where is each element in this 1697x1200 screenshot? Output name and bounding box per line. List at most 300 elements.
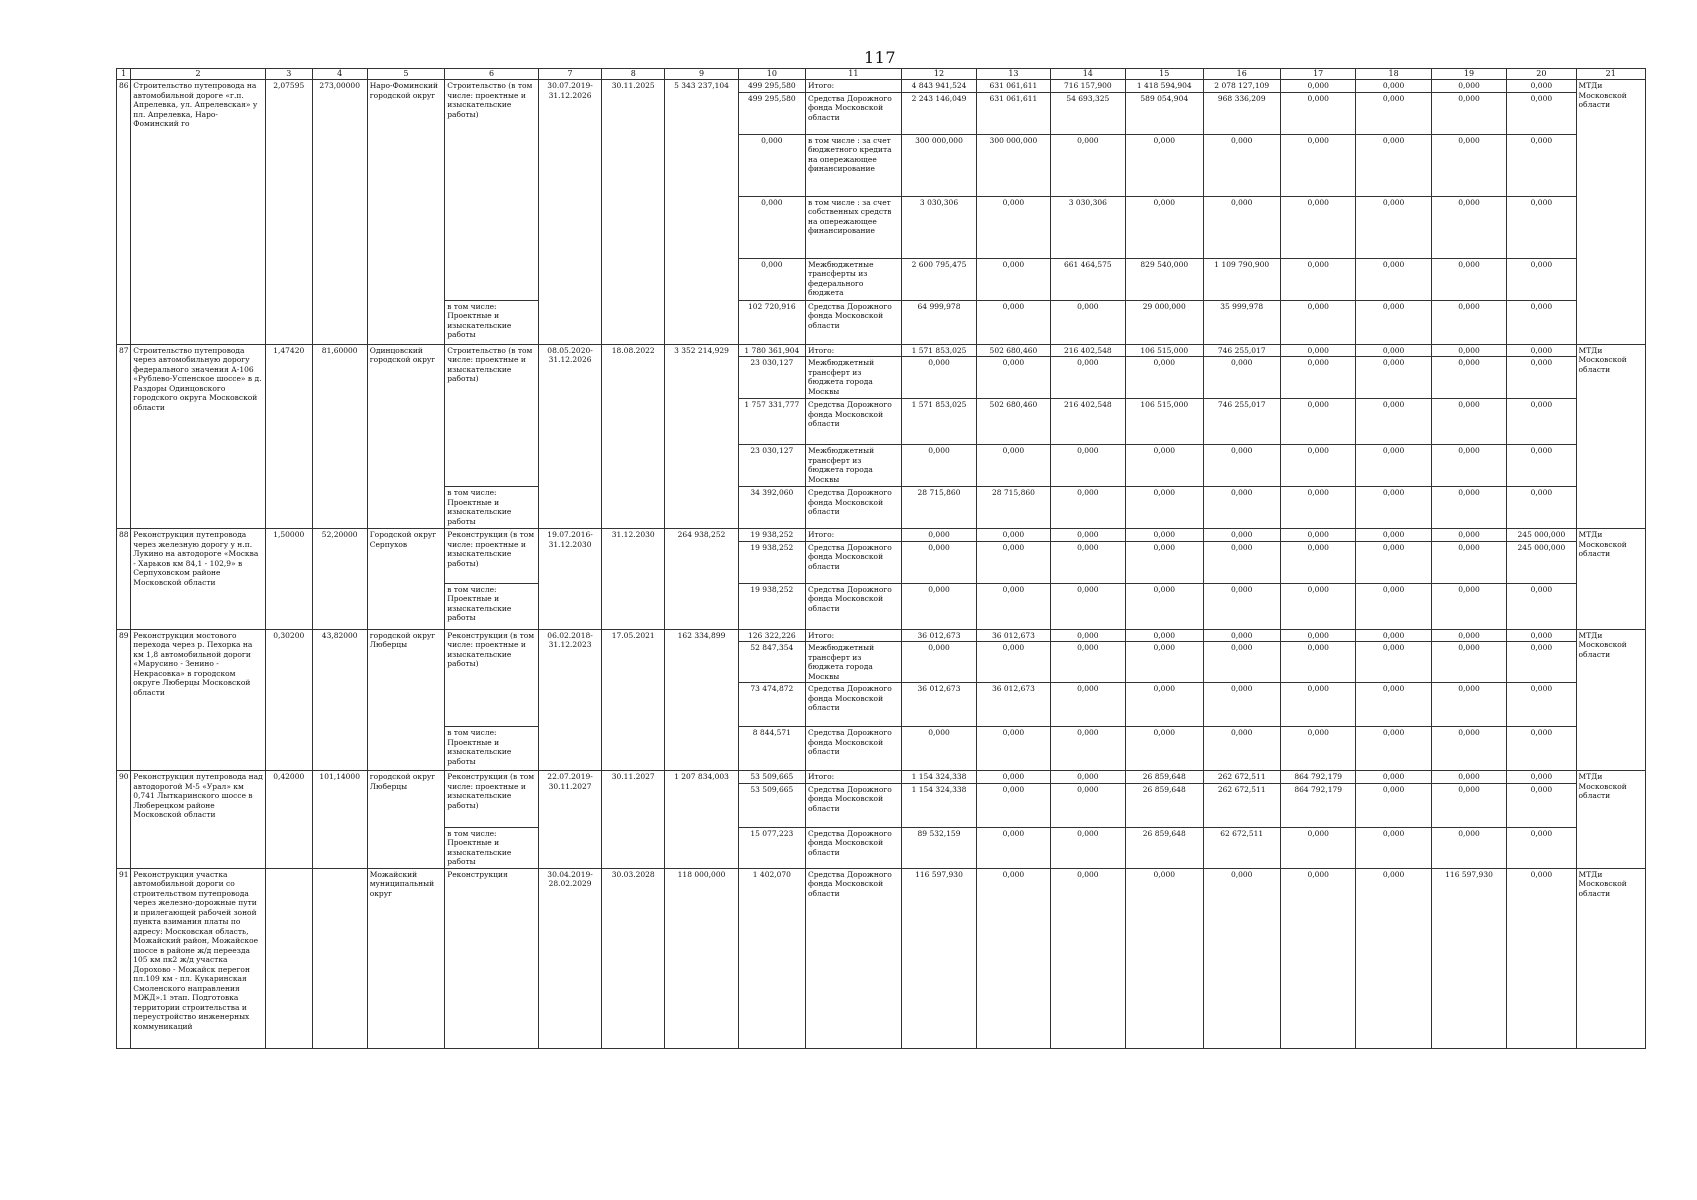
year-value-cell: 0,000 [977, 258, 1050, 300]
period-cell: 08.05.2020-31.12.2026 [538, 344, 601, 529]
work-type-cell: Реконструкция (в том числе: проектные и изыскательские работы) [445, 771, 539, 828]
capacity-m-cell: 273,00000 [312, 80, 367, 345]
year-value-cell: 1 571 853,025 [901, 344, 976, 357]
year-value-cell: 0,000 [1356, 683, 1431, 727]
year-value-cell: 0,000 [1356, 629, 1431, 642]
year-value-cell: 36 012,673 [901, 629, 976, 642]
year-value-cell: 0,000 [901, 445, 976, 487]
year-value-cell: 0,000 [1507, 80, 1576, 93]
year-value-cell: 0,000 [1050, 783, 1125, 827]
work-type-cell: Строительство (в том числе: проектные и изыскательские работы) [445, 344, 539, 487]
year-value-cell: 0,000 [1356, 80, 1431, 93]
column-number-header: 4 [312, 69, 367, 80]
year-value-cell: 1 571 853,025 [901, 399, 976, 445]
district-cell: городской округ Люберцы [367, 629, 444, 771]
year-value-cell: 0,000 [1431, 300, 1506, 344]
year-value-cell: 0,000 [1280, 445, 1355, 487]
year-value-cell: 54 693,325 [1050, 92, 1125, 134]
year-value-cell: 0,000 [1356, 868, 1431, 1048]
year-value-cell: 0,000 [1126, 541, 1203, 583]
year-value-cell: 0,000 [1356, 487, 1431, 529]
period-cell: 30.04.2019-28.02.2029 [538, 868, 601, 1048]
year-value-cell: 0,000 [1431, 487, 1506, 529]
year-value-cell: 0,000 [1431, 92, 1506, 134]
year-value-cell: 0,000 [1050, 583, 1125, 629]
estimate-cost-cell: 3 352 214,929 [665, 344, 738, 529]
year-value-cell: 0,000 [1203, 683, 1280, 727]
year-value-cell: 26 859,648 [1126, 783, 1203, 827]
year-value-cell: 1 418 594,904 [1126, 80, 1203, 93]
year-value-cell: 0,000 [1203, 445, 1280, 487]
year-value-cell: 502 680,460 [977, 344, 1050, 357]
year-value-cell: 0,000 [1507, 583, 1576, 629]
year-value-cell: 0,000 [1507, 344, 1576, 357]
year-value-cell: 1 154 324,338 [901, 771, 976, 784]
year-value-cell: 0,000 [1507, 487, 1576, 529]
year-value-cell: 0,000 [1203, 629, 1280, 642]
period-cell: 19.07.2016-31.12.2030 [538, 529, 601, 630]
year-value-cell: 0,000 [977, 771, 1050, 784]
funding-source-cell: Средства Дорожного фонда Московской области [805, 92, 901, 134]
year-value-cell: 0,000 [977, 727, 1050, 771]
work-type-cell: Реконструкция [445, 868, 539, 1048]
funded-amount-cell: 499 295,580 [738, 80, 805, 93]
year-value-cell: 2 078 127,109 [1203, 80, 1280, 93]
year-value-cell: 28 715,860 [901, 487, 976, 529]
year-value-cell: 0,000 [1126, 868, 1203, 1048]
year-value-cell: 0,000 [1203, 583, 1280, 629]
funding-source-cell: Средства Дорожного фонда Московской области [805, 300, 901, 344]
funding-source-cell: Межбюджетные трансферты из федерального бюджета [805, 258, 901, 300]
year-value-cell: 589 054,904 [1126, 92, 1203, 134]
year-value-cell: 0,000 [1356, 399, 1431, 445]
year-value-cell: 864 792,179 [1280, 771, 1355, 784]
capacity-m-cell: 52,20000 [312, 529, 367, 630]
capacity-km-cell [265, 868, 312, 1048]
year-value-cell: 0,000 [1356, 529, 1431, 542]
year-value-cell: 0,000 [1050, 727, 1125, 771]
funding-source-cell: Межбюджетный трансферт из бюджета города Москвы [805, 357, 901, 399]
year-value-cell: 0,000 [901, 357, 976, 399]
year-value-cell: 0,000 [1507, 134, 1576, 196]
year-value-cell: 0,000 [1356, 258, 1431, 300]
year-value-cell: 0,000 [1203, 642, 1280, 683]
year-value-cell: 0,000 [1050, 529, 1125, 542]
year-value-cell: 29 000,000 [1126, 300, 1203, 344]
year-value-cell: 0,000 [977, 868, 1050, 1048]
year-value-cell: 245 000,000 [1507, 541, 1576, 583]
year-value-cell: 106 515,000 [1126, 344, 1203, 357]
completion-date-cell: 30.03.2028 [602, 868, 665, 1048]
year-value-cell: 0,000 [1203, 541, 1280, 583]
customer-cell: МТДи Московской области [1576, 868, 1645, 1048]
table-row [117, 529, 1646, 542]
year-value-cell: 502 680,460 [977, 399, 1050, 445]
period-cell: 30.07.2019-31.12.2026 [538, 80, 601, 345]
year-value-cell: 216 402,548 [1050, 399, 1125, 445]
year-value-cell: 0,000 [1203, 529, 1280, 542]
funded-amount-cell: 34 392,060 [738, 487, 805, 529]
year-value-cell: 0,000 [1431, 357, 1506, 399]
year-value-cell: 0,000 [1280, 629, 1355, 642]
funding-source-cell: Средства Дорожного фонда Московской области [805, 487, 901, 529]
year-value-cell: 0,000 [977, 529, 1050, 542]
estimate-cost-cell: 118 000,000 [665, 868, 738, 1048]
year-value-cell: 0,000 [1431, 642, 1506, 683]
year-value-cell: 0,000 [1356, 445, 1431, 487]
year-value-cell: 3 030,306 [1050, 196, 1125, 258]
year-value-cell: 0,000 [1431, 771, 1506, 784]
year-value-cell: 0,000 [1507, 258, 1576, 300]
program-table [116, 68, 1646, 1049]
year-value-cell: 0,000 [1280, 487, 1355, 529]
column-number-header: 11 [805, 69, 901, 80]
year-value-cell: 0,000 [1431, 827, 1506, 868]
column-number-header: 21 [1576, 69, 1645, 80]
funding-source-cell: Итого: [805, 80, 901, 93]
funding-source-cell: в том числе : за счет собственных средств на опережающее финансирование [805, 196, 901, 258]
column-number-header: 20 [1507, 69, 1576, 80]
year-value-cell: 0,000 [1431, 80, 1506, 93]
completion-date-cell: 30.11.2025 [602, 80, 665, 345]
year-value-cell: 0,000 [1280, 727, 1355, 771]
year-value-cell: 28 715,860 [977, 487, 1050, 529]
estimate-cost-cell: 264 938,252 [665, 529, 738, 630]
customer-cell: МТДи Московской области [1576, 80, 1645, 345]
year-value-cell: 62 672,511 [1203, 827, 1280, 868]
work-subtype-cell: в том числе: Проектные и изыскательские работы [445, 300, 539, 344]
year-value-cell: 0,000 [1431, 445, 1506, 487]
year-value-cell: 0,000 [1203, 727, 1280, 771]
funded-amount-cell: 19 938,252 [738, 529, 805, 542]
year-value-cell: 0,000 [1050, 541, 1125, 583]
year-value-cell: 0,000 [901, 727, 976, 771]
year-value-cell: 116 597,930 [1431, 868, 1506, 1048]
column-number-header: 13 [977, 69, 1050, 80]
funding-source-cell: Средства Дорожного фонда Московской области [805, 541, 901, 583]
year-value-cell: 106 515,000 [1126, 399, 1203, 445]
funding-source-cell: Средства Дорожного фонда Московской области [805, 399, 901, 445]
row-number-cell: 86 [117, 80, 131, 345]
funded-amount-cell: 1 757 331,777 [738, 399, 805, 445]
year-value-cell: 0,000 [1356, 727, 1431, 771]
funding-source-cell: Средства Дорожного фонда Московской области [805, 868, 901, 1048]
year-value-cell: 0,000 [1431, 783, 1506, 827]
year-value-cell: 0,000 [977, 541, 1050, 583]
column-number-header: 7 [538, 69, 601, 80]
year-value-cell: 0,000 [1507, 783, 1576, 827]
estimate-cost-cell: 5 343 237,104 [665, 80, 738, 345]
customer-cell: МТДи Московской области [1576, 771, 1645, 869]
funded-amount-cell: 15 077,223 [738, 827, 805, 868]
year-value-cell: 0,000 [1356, 300, 1431, 344]
year-value-cell: 0,000 [1050, 771, 1125, 784]
column-number-header: 19 [1431, 69, 1506, 80]
row-number-cell: 87 [117, 344, 131, 529]
year-value-cell: 0,000 [1203, 868, 1280, 1048]
funding-source-cell: Средства Дорожного фонда Московской области [805, 683, 901, 727]
year-value-cell: 0,000 [1356, 357, 1431, 399]
funding-source-cell: Межбюджетный трансферт из бюджета города Москвы [805, 642, 901, 683]
capacity-m-cell: 81,60000 [312, 344, 367, 529]
year-value-cell: 0,000 [1126, 629, 1203, 642]
year-value-cell: 0,000 [1280, 529, 1355, 542]
capacity-km-cell: 1,47420 [265, 344, 312, 529]
year-value-cell: 245 000,000 [1507, 529, 1576, 542]
year-value-cell: 0,000 [1280, 827, 1355, 868]
year-value-cell: 0,000 [1126, 727, 1203, 771]
year-value-cell: 0,000 [1356, 642, 1431, 683]
row-number-cell: 91 [117, 868, 131, 1048]
year-value-cell: 0,000 [1203, 134, 1280, 196]
year-value-cell: 0,000 [1280, 357, 1355, 399]
object-name-cell: Реконструкция мостового перехода через р. Пехорка на км 1,8 автомобильной дороги «Марусино - Зенино - Некрасовка» в городском округе Люберцы Московской области [131, 629, 266, 771]
year-value-cell: 0,000 [1431, 196, 1506, 258]
year-value-cell: 0,000 [901, 642, 976, 683]
funded-amount-cell: 102 720,916 [738, 300, 805, 344]
table-row [117, 771, 1646, 784]
year-value-cell: 0,000 [1431, 258, 1506, 300]
year-value-cell: 0,000 [977, 300, 1050, 344]
funding-source-cell: Средства Дорожного фонда Московской области [805, 783, 901, 827]
funded-amount-cell: 0,000 [738, 134, 805, 196]
year-value-cell: 0,000 [1280, 196, 1355, 258]
year-value-cell: 26 859,648 [1126, 771, 1203, 784]
period-cell: 06.02.2018-31.12.2023 [538, 629, 601, 771]
customer-cell: МТДи Московской области [1576, 529, 1645, 630]
year-value-cell: 0,000 [1280, 541, 1355, 583]
year-value-cell: 0,000 [1050, 357, 1125, 399]
column-number-header: 18 [1356, 69, 1431, 80]
funding-source-cell: Итого: [805, 771, 901, 784]
object-name-cell: Строительство путепровода через автомобильную дорогу федерального значения А-106 «Рублево-Успенское шоссе» в д. Раздоры Одинцовского городского округа Московской области [131, 344, 266, 529]
table-row [117, 344, 1646, 357]
year-value-cell: 0,000 [1356, 134, 1431, 196]
year-value-cell: 0,000 [1431, 583, 1506, 629]
year-value-cell: 829 540,000 [1126, 258, 1203, 300]
year-value-cell: 0,000 [1126, 196, 1203, 258]
year-value-cell: 0,000 [1050, 134, 1125, 196]
year-value-cell: 0,000 [977, 783, 1050, 827]
funding-source-cell: Итого: [805, 344, 901, 357]
column-number-header: 5 [367, 69, 444, 80]
year-value-cell: 0,000 [1507, 642, 1576, 683]
year-value-cell: 36 012,673 [977, 683, 1050, 727]
row-number-cell: 90 [117, 771, 131, 869]
year-value-cell: 0,000 [1356, 344, 1431, 357]
year-value-cell: 0,000 [1050, 445, 1125, 487]
year-value-cell: 0,000 [977, 642, 1050, 683]
funding-source-cell: Межбюджетный трансферт из бюджета города Москвы [805, 445, 901, 487]
year-value-cell: 0,000 [1203, 196, 1280, 258]
period-cell: 22.07.2019-30.11.2027 [538, 771, 601, 869]
year-value-cell: 0,000 [1203, 487, 1280, 529]
year-value-cell: 746 255,017 [1203, 344, 1280, 357]
customer-cell: МТДи Московской области [1576, 344, 1645, 529]
year-value-cell: 0,000 [1126, 357, 1203, 399]
year-value-cell: 35 999,978 [1203, 300, 1280, 344]
completion-date-cell: 31.12.2030 [602, 529, 665, 630]
capacity-m-cell: 101,14000 [312, 771, 367, 869]
funded-amount-cell: 53 509,665 [738, 783, 805, 827]
year-value-cell: 0,000 [1507, 683, 1576, 727]
work-subtype-cell: в том числе: Проектные и изыскательские работы [445, 827, 539, 868]
year-value-cell: 0,000 [1126, 683, 1203, 727]
completion-date-cell: 17.05.2021 [602, 629, 665, 771]
district-cell: Можайский муниципальный округ [367, 868, 444, 1048]
year-value-cell: 300 000,000 [901, 134, 976, 196]
year-value-cell: 0,000 [1507, 399, 1576, 445]
year-value-cell: 0,000 [1356, 541, 1431, 583]
funded-amount-cell: 0,000 [738, 196, 805, 258]
work-subtype-cell: в том числе: Проектные и изыскательские работы [445, 583, 539, 629]
year-value-cell: 0,000 [1050, 868, 1125, 1048]
funding-source-cell: Средства Дорожного фонда Московской области [805, 727, 901, 771]
column-number-header: 10 [738, 69, 805, 80]
year-value-cell: 0,000 [1356, 827, 1431, 868]
year-value-cell: 0,000 [1280, 92, 1355, 134]
capacity-km-cell: 0,42000 [265, 771, 312, 869]
funding-source-cell: Средства Дорожного фонда Московской области [805, 827, 901, 868]
year-value-cell: 64 999,978 [901, 300, 976, 344]
year-value-cell: 0,000 [1280, 80, 1355, 93]
capacity-m-cell [312, 868, 367, 1048]
capacity-km-cell: 0,30200 [265, 629, 312, 771]
year-value-cell: 0,000 [1431, 399, 1506, 445]
year-value-cell: 0,000 [1203, 357, 1280, 399]
estimate-cost-cell: 162 334,899 [665, 629, 738, 771]
funded-amount-cell: 1 402,070 [738, 868, 805, 1048]
year-value-cell: 0,000 [1431, 727, 1506, 771]
funded-amount-cell: 73 474,872 [738, 683, 805, 727]
year-value-cell: 0,000 [1507, 92, 1576, 134]
year-value-cell: 631 061,611 [977, 92, 1050, 134]
object-name-cell: Реконструкция участка автомобильной дороги со строительством путепровода через железно-дорожные пути и прилегающей рабочей зоной пункта взимания платы по адресу: Московская область, Можайский район, Можайское шоссе в районе ж/д переезда 105 км пк2 ж/д участка Дорохово - Можайск перегон пл.109 км - пл. Кукаринская Смоленского направления МЖД».1 этап. Подготовка территории строительства и переустройство инженерных коммуникаций [131, 868, 266, 1048]
capacity-m-cell: 43,82000 [312, 629, 367, 771]
year-value-cell: 0,000 [1356, 771, 1431, 784]
funded-amount-cell: 8 844,571 [738, 727, 805, 771]
year-value-cell: 0,000 [901, 583, 976, 629]
year-value-cell: 0,000 [1507, 196, 1576, 258]
capacity-km-cell: 1,50000 [265, 529, 312, 630]
year-value-cell: 216 402,548 [1050, 344, 1125, 357]
year-value-cell: 0,000 [977, 583, 1050, 629]
year-value-cell: 0,000 [977, 445, 1050, 487]
year-value-cell: 0,000 [1280, 683, 1355, 727]
year-value-cell: 262 672,511 [1203, 783, 1280, 827]
capacity-km-cell: 2,07595 [265, 80, 312, 345]
object-name-cell: Строительство путепровода на автомобильной дороге «г.п. Апрелевка, ул. Апрелевская» у пл. Апрелевка, Наро-Фоминский го [131, 80, 266, 345]
year-value-cell: 0,000 [1507, 868, 1576, 1048]
year-value-cell: 0,000 [1280, 258, 1355, 300]
funded-amount-cell: 23 030,127 [738, 357, 805, 399]
funded-amount-cell: 53 509,665 [738, 771, 805, 784]
year-value-cell: 0,000 [1050, 683, 1125, 727]
year-value-cell: 2 600 795,475 [901, 258, 976, 300]
work-type-cell: Реконструкция (в том числе: проектные и изыскательские работы) [445, 529, 539, 584]
year-value-cell: 0,000 [1356, 783, 1431, 827]
column-number-header: 14 [1050, 69, 1125, 80]
year-value-cell: 968 336,209 [1203, 92, 1280, 134]
funding-source-cell: Итого: [805, 529, 901, 542]
year-value-cell: 0,000 [1126, 529, 1203, 542]
year-value-cell: 0,000 [1507, 357, 1576, 399]
year-value-cell: 2 243 146,049 [901, 92, 976, 134]
year-value-cell: 0,000 [1126, 583, 1203, 629]
funded-amount-cell: 23 030,127 [738, 445, 805, 487]
column-number-header: 6 [445, 69, 539, 80]
year-value-cell: 0,000 [1126, 134, 1203, 196]
district-cell: городской округ Люберцы [367, 771, 444, 869]
year-value-cell: 0,000 [1050, 642, 1125, 683]
object-name-cell: Реконструкция путепровода через железную дорогу у н.п. Лукино на автодороге «Москва - Харьков км 84,1 - 102,9» в Серпуховском районе Московской области [131, 529, 266, 630]
year-value-cell: 0,000 [1050, 300, 1125, 344]
funded-amount-cell: 126 322,226 [738, 629, 805, 642]
year-value-cell: 0,000 [1280, 399, 1355, 445]
year-value-cell: 0,000 [1507, 445, 1576, 487]
year-value-cell: 0,000 [1050, 487, 1125, 529]
year-value-cell: 0,000 [1280, 642, 1355, 683]
year-value-cell: 0,000 [1507, 727, 1576, 771]
funded-amount-cell: 19 938,252 [738, 541, 805, 583]
year-value-cell: 0,000 [1431, 541, 1506, 583]
completion-date-cell: 30.11.2027 [602, 771, 665, 869]
year-value-cell: 0,000 [1356, 196, 1431, 258]
funded-amount-cell: 19 938,252 [738, 583, 805, 629]
year-value-cell: 0,000 [977, 827, 1050, 868]
column-number-header: 1 [117, 69, 131, 80]
year-value-cell: 0,000 [1431, 344, 1506, 357]
year-value-cell: 0,000 [1356, 583, 1431, 629]
year-value-cell: 0,000 [1280, 344, 1355, 357]
column-number-header: 2 [131, 69, 266, 80]
year-value-cell: 746 255,017 [1203, 399, 1280, 445]
year-value-cell: 4 843 941,524 [901, 80, 976, 93]
year-value-cell: 661 464,575 [1050, 258, 1125, 300]
column-number-header: 3 [265, 69, 312, 80]
year-value-cell: 0,000 [1280, 134, 1355, 196]
district-cell: Одинцовский городской округ [367, 344, 444, 529]
estimate-cost-cell: 1 207 834,003 [665, 771, 738, 869]
table-row [117, 80, 1646, 93]
year-value-cell: 0,000 [1356, 92, 1431, 134]
year-value-cell: 0,000 [901, 541, 976, 583]
year-value-cell: 0,000 [977, 357, 1050, 399]
year-value-cell: 1 154 324,338 [901, 783, 976, 827]
completion-date-cell: 18.08.2022 [602, 344, 665, 529]
year-value-cell: 0,000 [977, 196, 1050, 258]
year-value-cell: 116 597,930 [901, 868, 976, 1048]
year-value-cell: 0,000 [1507, 771, 1576, 784]
column-number-header: 9 [665, 69, 738, 80]
column-number-header: 12 [901, 69, 976, 80]
year-value-cell: 0,000 [1431, 529, 1506, 542]
object-name-cell: Реконструкция путепровода над автодорогой М-5 «Урал» км 0,741 Лыткаринского шоссе в Люберецком районе Московской области [131, 771, 266, 869]
year-value-cell: 0,000 [1126, 445, 1203, 487]
year-value-cell: 0,000 [1126, 487, 1203, 529]
district-cell: Наро-Фоминский городской округ [367, 80, 444, 345]
year-value-cell: 0,000 [1280, 868, 1355, 1048]
funding-source-cell: Итого: [805, 629, 901, 642]
year-value-cell: 716 157,900 [1050, 80, 1125, 93]
column-number-header: 8 [602, 69, 665, 80]
district-cell: Городской округ Серпухов [367, 529, 444, 630]
year-value-cell: 36 012,673 [901, 683, 976, 727]
work-subtype-cell: в том числе: Проектные и изыскательские работы [445, 727, 539, 771]
row-number-cell: 89 [117, 629, 131, 771]
column-number-header: 17 [1280, 69, 1355, 80]
year-value-cell: 0,000 [901, 529, 976, 542]
